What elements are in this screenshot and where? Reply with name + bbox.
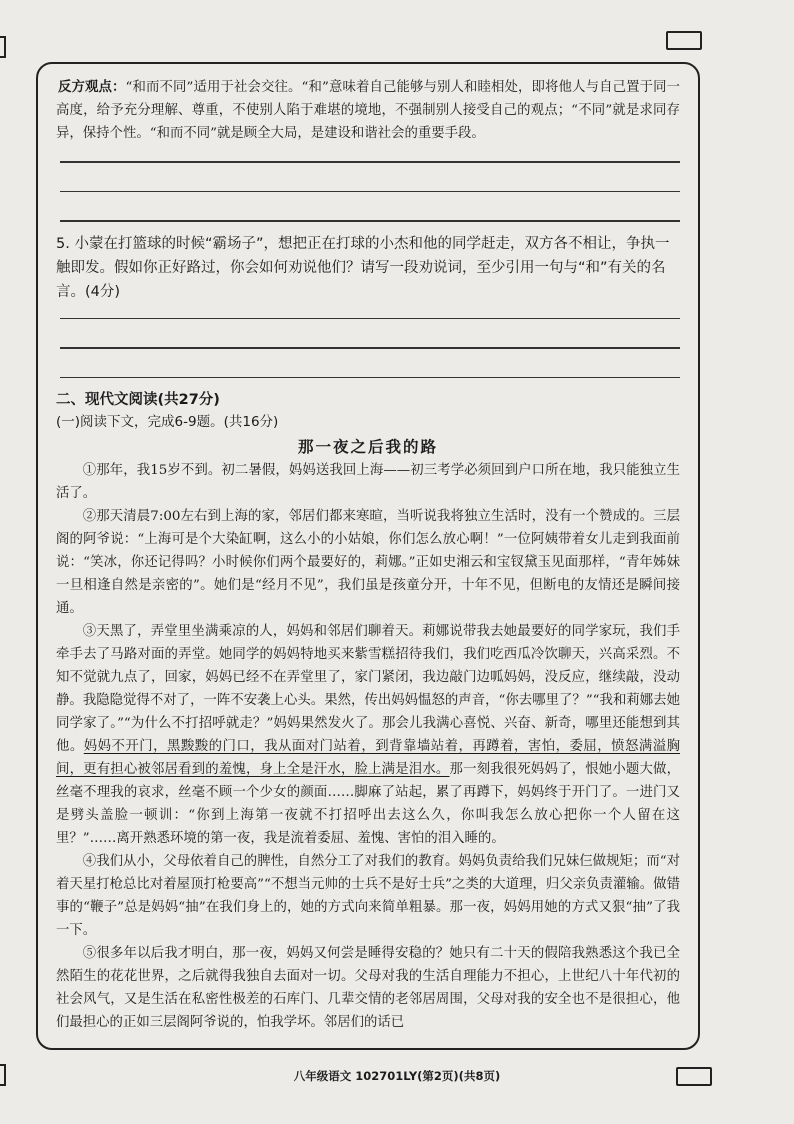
page-footer: 八年级语文 102701LY(第2页)(共8页) <box>293 1069 501 1083</box>
essay-paragraph-2: ②那天清晨7:00左右到上海的家，邻居们都来寒暄，当听说我将独立生活时，没有一个赞成的。三层阁的阿爷说：“上海可是个大染缸啊，这么小的小姑娘，你们怎么放心啊！”一位阿姨带着女儿走到我面前说：“笑冰，你还记得吗？小时候你们两个最要好的，莉娜。”正如史湘云和宝钗黛玉见面那样，“青年姊妹一旦相逢自然是亲密的”。她们是“经月不见”，我们虽是孩童分开，十年不见，但断电的友情还是瞬间接通。 <box>56 509 680 616</box>
essay-paragraph-4: ④我们从小，父母依着自己的脾性，自然分工了对我们的教育。妈妈负责给我们兄妹仨做规矩；而“对着天星打枪总比对着屋顶打枪要高”“不想当元帅的士兵不是好士兵”之类的大道理，归父亲负责灌输。做错事的“鞭子”总是妈妈“抽”在我们身上的，她的方式向来简单粗暴。那一夜，妈妈用她的方式又狠“抽”了我一下。 <box>56 854 680 938</box>
top-right-score-box <box>666 31 702 50</box>
section-subtitle: (一)阅读下文，完成6-9题。(共16分) <box>56 414 279 430</box>
section-title: 二、现代文阅读(共27分) <box>56 392 220 408</box>
answer-line <box>60 161 680 163</box>
answer-line <box>60 377 680 379</box>
answer-line <box>60 347 680 349</box>
opposing-view-text: “和而不同”适用于社会交往。“和”意味着自己能够与别人和睦相处，即将他人与自己置于同一高度，给予充分理解、尊重，不使别人陷于难堪的境地，不强制别人接受自己的观点；“不同”就是求同存异，保持个性。“和而不同”就是顾全大局，是建设和谐社会的重要手段。 <box>56 80 680 141</box>
answer-line <box>60 191 680 193</box>
paragraph-3-text-end: 那一刻我很死妈妈了，恨她小题大做，丝毫不理我的哀求，丝毫不顾一个少女的颜面……脚麻了站起，累了再蹲下，妈妈终于开门了。一进门又是劈头盖脸一顿训：“你到上海第一夜就不打招呼出去这么久，你叫我怎么放心把你一个人留在这里？”……离开熟悉环境的第一夜，我是流着委屈、羞愧、害怕的泪入睡的。 <box>56 762 681 846</box>
essay-paragraph-3 <box>56 620 680 850</box>
opposing-view-paragraph <box>56 76 680 145</box>
left-edge-mark <box>0 36 6 58</box>
answer-lines-5[interactable] <box>56 318 680 379</box>
paragraph-3-text: ③天黑了，弄堂里坐满乘凉的人，妈妈和邻居们聊着天。莉娜说带我去她最要好的同学家玩，我们手牵手去了马路对面的弄堂。她同学的妈妈特地买来紫雪糕招待我们，我们吃西瓜冷饮聊天，兴高采烈。不知不觉就九点了，回家，妈妈已经不在弄堂里了，家门紧闭，我边敲门边呱妈妈，没反应，继续敲，没动静。我隐隐觉得不对了，一阵不安袭上心头。果然，传出妈妈愠怒的声音，“你去哪里了？”“我和莉娜去她同学家了。”“为什么不打招呼就走？”妈妈果然发火了。那会儿我满心喜悦、兴奋、新奇，哪里还能想到其他。 <box>56 624 680 754</box>
essay-paragraph-1: ①那年，我15岁不到。初二暑假，妈妈送我回上海——初三考学必须回到户口所在地，我只能独立生活了。 <box>56 463 680 501</box>
answer-line <box>60 220 680 222</box>
opposing-view-label: 反方观点： <box>58 79 126 95</box>
answer-line <box>60 318 680 320</box>
answer-lines-4[interactable] <box>56 161 680 222</box>
underlined-sentence: 妈妈不开门，黑黢黢的门口，我从面对门站着，到背靠墙站着，再蹲着，害怕，委屈，愤怒满溢胸间，更有担心被邻居看到的羞愧，身上全是汗水，脸上满是泪水。 <box>56 739 681 777</box>
essay-paragraph-5: ⑤很多年以后我才明白，那一夜，妈妈又何尝是睡得安稳的？她只有二十天的假陪我熟悉这个我已全然陌生的花花世界，之后就得我独自去面对一切。父母对我的生活自理能力不担心，上世纪八十年代初的社会风气，又是生活在私密性极差的石库门、几辈交情的老邻居周围，父母对我的安全也不是很担心，他们最担心的正如三层阁阿爷说的，怕我学坏。邻居们的话已 <box>56 946 680 1030</box>
question-5: 5. 小蒙在打篮球的时候“霸场子”，想把正在打球的小杰和他的同学赶走，双方各不相让，争执一触即发。假如你正好路过，你会如何劝说他们？请写一段劝说词，至少引用一句与“和”有关的名言。(4分) <box>56 235 670 300</box>
essay-title: 那一夜之后我的路 <box>297 437 438 456</box>
exam-content-frame <box>36 62 700 1050</box>
